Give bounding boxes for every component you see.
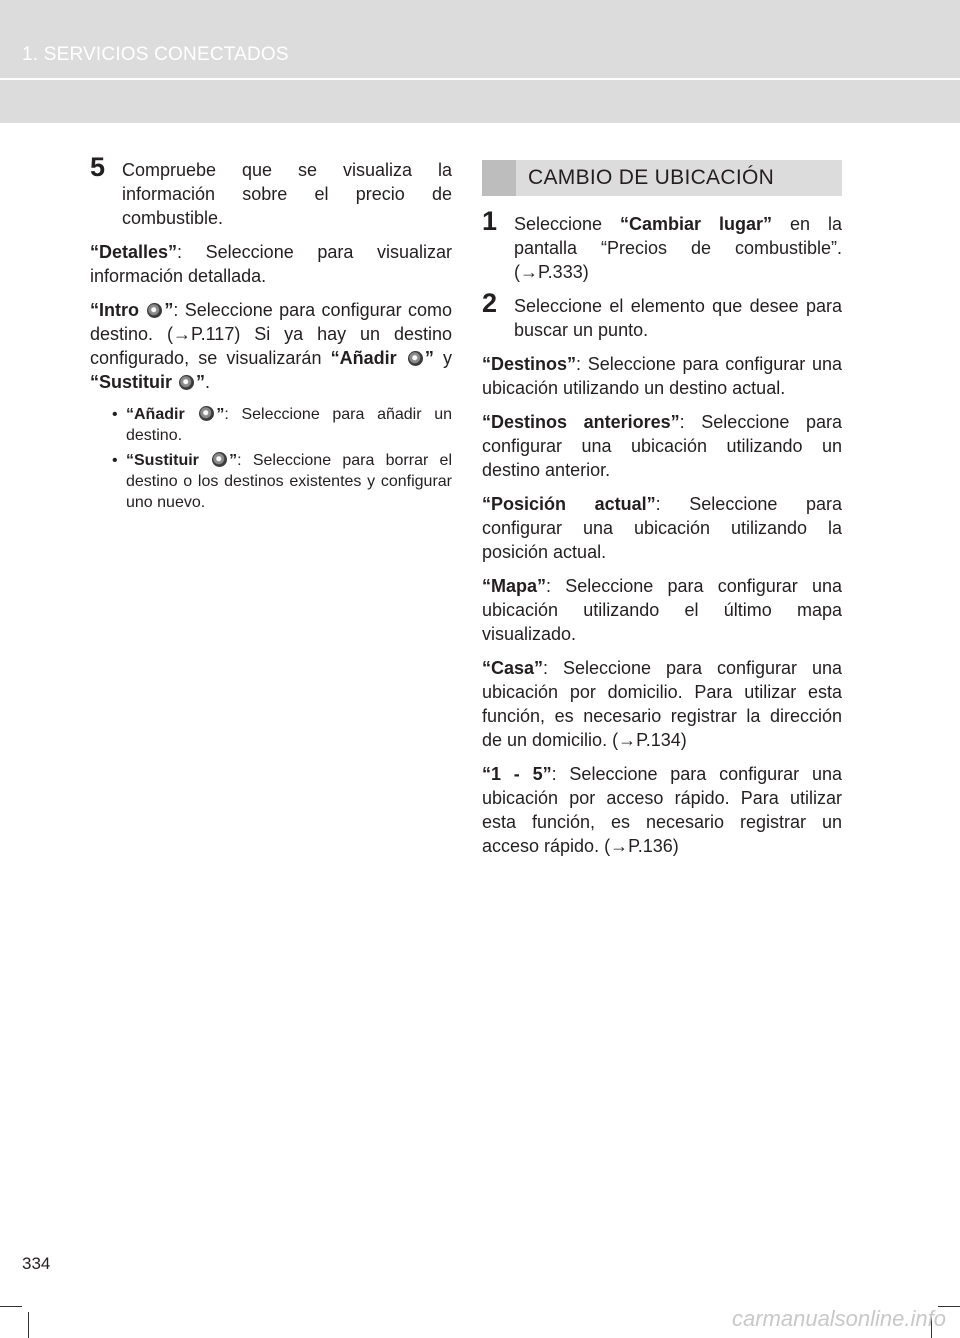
detalles-paragraph: [90, 240, 452, 288]
bullet-term: [126, 452, 237, 469]
sustituir-term: [90, 372, 205, 392]
anadir-term-text: “Añadir: [330, 348, 397, 368]
intro-term: [90, 300, 173, 320]
period: .: [205, 372, 211, 392]
intro-term-text: “Intro: [90, 300, 139, 320]
step-number: 1: [482, 206, 498, 236]
bullet-dot: •: [112, 406, 118, 423]
detalles-term: “Detalles”: [90, 242, 178, 262]
bullet-text: : Seleccione para añadir un destino.: [126, 406, 453, 444]
header-title: 1. SERVICIOS CONECTADOS: [22, 44, 289, 65]
item-text: : Seleccione para configurar una ubicación utilizando la posición actual.: [482, 494, 842, 562]
step-text: [514, 212, 842, 284]
intro-text: : Seleccione para configurar como destino. (→P.117) Si ya hay un destino configurado, se visualizarán: [90, 300, 452, 368]
crop-mark: [28, 1312, 29, 1338]
step-1: [482, 206, 842, 284]
right-column: [482, 160, 842, 868]
page-header: [0, 0, 960, 123]
list-item: [482, 410, 842, 482]
header-divider: [0, 78, 960, 80]
section-heading: [482, 160, 842, 196]
step-number: 5: [90, 152, 106, 182]
bullet-dot: •: [112, 452, 118, 469]
bullet-sustituir: [102, 450, 452, 513]
item-text: : Seleccione para configurar una ubicación utilizando un destino anterior.: [482, 412, 842, 480]
list-item: [482, 492, 842, 564]
item-term: “Mapa”: [482, 576, 547, 596]
item-text: : Seleccione para configurar una ubicación utilizando un destino actual.: [482, 354, 842, 398]
item-text: : Seleccione para configurar una ubicación por acceso rápido. Para utilizar esta función, es necesario registrar un acceso rápido. (→P.136): [482, 764, 842, 856]
bullet-term-close: ”: [216, 406, 225, 423]
bullet-term-text: “Sustituir: [126, 452, 199, 469]
page-number: 334: [22, 1254, 51, 1273]
list-item: [482, 656, 842, 752]
step-text-post: en la pantalla “Precios de combustible”. (→P.333): [514, 214, 842, 282]
intro-term-close: ”: [164, 300, 174, 320]
left-column: [90, 152, 453, 517]
step-5: [90, 152, 452, 230]
step-2: [482, 288, 842, 342]
bullet-term: [126, 406, 224, 423]
step-term: “Cambiar lugar”: [620, 214, 773, 234]
watermark: carmanualsonline.info: [731, 1306, 946, 1331]
step-text-pre: Seleccione: [514, 214, 621, 234]
step-number: 2: [482, 288, 498, 318]
and-text: y: [433, 348, 452, 368]
item-term: “1 - 5”: [482, 764, 552, 784]
item-term: “Posición actual”: [482, 494, 656, 514]
item-term: “Destinos anteriores”: [482, 412, 680, 432]
step-text: Seleccione el elemento que desee para buscar un punto.: [514, 296, 842, 340]
anadir-term-close: ”: [424, 348, 434, 368]
bullet-term-close: ”: [229, 452, 238, 469]
disc-icon: [212, 452, 227, 467]
list-item: [482, 762, 842, 858]
intro-paragraph: [90, 298, 452, 394]
step-text: Compruebe que se visualiza la información sobre el precio de combustible.: [122, 160, 452, 228]
list-item: [482, 574, 842, 646]
item-text: : Seleccione para configurar una ubicación por domicilio. Para utilizar esta función, es necesario registrar la dirección de un domicilio. (→P.134): [482, 658, 842, 750]
sustituir-term-close: ”: [196, 372, 206, 392]
disc-icon: [179, 375, 194, 390]
disc-icon: [147, 303, 162, 318]
anadir-term: [331, 348, 434, 368]
item-text: : Seleccione para configurar una ubicación utilizando el último mapa visualizado.: [482, 576, 842, 644]
detalles-text: : Seleccione para visualizar información detallada.: [90, 242, 452, 286]
disc-icon: [408, 351, 423, 366]
bullet-text: : Seleccione para borrar el destino o los destinos existentes y configurar uno nuevo.: [126, 452, 452, 511]
bullet-term-text: “Añadir: [126, 406, 185, 423]
crop-mark: [0, 1306, 22, 1307]
item-term: “Destinos”: [482, 354, 577, 374]
section-title: CAMBIO DE UBICACIÓN: [528, 166, 775, 189]
bullet-anadir: [102, 404, 452, 446]
list-item: [482, 352, 842, 400]
sustituir-term-text: “Sustituir: [90, 372, 173, 392]
disc-icon: [199, 406, 214, 421]
item-term: “Casa”: [482, 658, 544, 678]
